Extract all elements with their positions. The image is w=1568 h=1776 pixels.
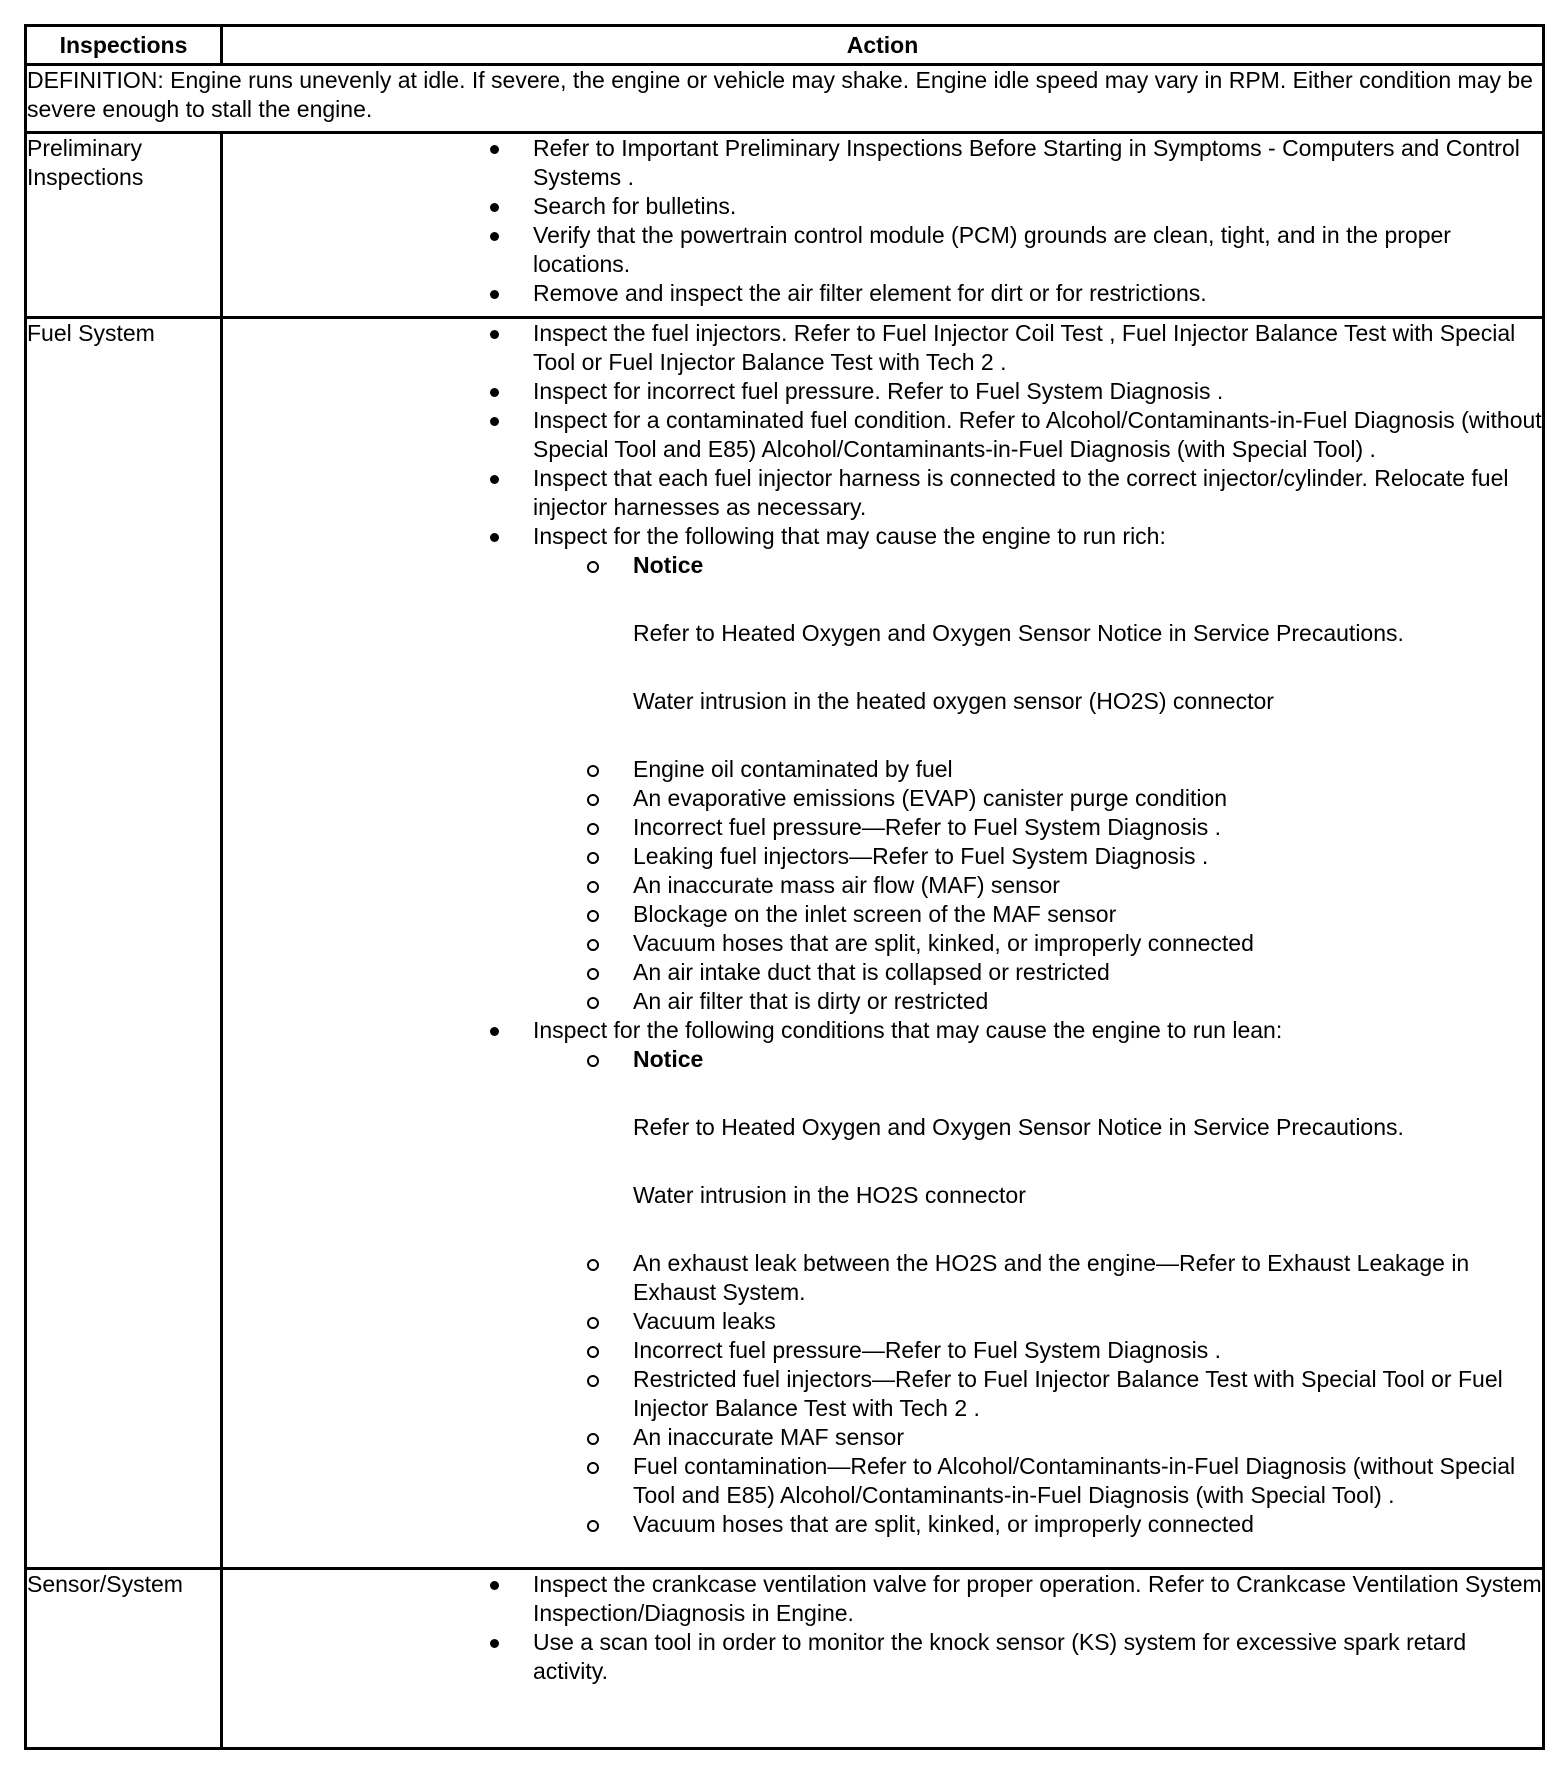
list-item: Search for bulletins.: [223, 192, 1542, 221]
list-item: Blockage on the inlet screen of the MAF sensor: [223, 900, 1542, 929]
list-item: Incorrect fuel pressure—Refer to Fuel System Diagnosis .: [223, 1336, 1542, 1365]
notice-text: Refer to Heated Oxygen and Oxygen Sensor Notice in Service Precautions.: [633, 1114, 1404, 1140]
fuel-system-actions: [222, 318, 1544, 1569]
list-item: Vacuum leaks: [223, 1307, 1542, 1336]
lean-conditions-item: [223, 1016, 1542, 1539]
rich-intro: Inspect for the following that may cause the engine to run rich:: [533, 523, 1166, 549]
lean-intro: Inspect for the following conditions that may cause the engine to run lean:: [533, 1017, 1283, 1043]
list-item: Vacuum hoses that are split, kinked, or improperly connected: [223, 929, 1542, 958]
notice-item: Water intrusion in the HO2S connector: [633, 1182, 1026, 1208]
definition-text: DEFINITION: Engine runs unevenly at idle. If severe, the engine or vehicle may shake. Engine idle speed may vary in RPM. Either condition may be severe enough to stall the engine.: [26, 65, 1544, 133]
preliminary-list: [223, 134, 1542, 308]
list-item: An exhaust leak between the HO2S and the engine—Refer to Exhaust Leakage in Exhaust System.: [223, 1249, 1542, 1307]
preliminary-row: [26, 133, 1544, 318]
list-item: Verify that the powertrain control module (PCM) grounds are clean, tight, and in the proper locations.: [223, 221, 1542, 279]
preliminary-label: Preliminary Inspections: [26, 133, 222, 318]
list-item: Refer to Important Preliminary Inspections Before Starting in Symptoms - Computers and Control Systems .: [223, 134, 1542, 192]
list-item: An inaccurate mass air flow (MAF) sensor: [223, 871, 1542, 900]
list-item: An inaccurate MAF sensor: [223, 1423, 1542, 1452]
list-item: An air intake duct that is collapsed or restricted: [223, 958, 1542, 987]
list-item: Incorrect fuel pressure—Refer to Fuel System Diagnosis .: [223, 813, 1542, 842]
sensor-system-label: Sensor/System: [26, 1569, 222, 1749]
list-item: An air filter that is dirty or restricted: [223, 987, 1542, 1016]
list-item: Inspect for incorrect fuel pressure. Refer to Fuel System Diagnosis .: [223, 377, 1542, 406]
notice-text: Refer to Heated Oxygen and Oxygen Sensor Notice in Service Precautions.: [633, 620, 1404, 646]
header-inspections: Inspections: [26, 26, 222, 65]
header-row: [26, 26, 1544, 65]
notice-title: Notice: [633, 1046, 704, 1072]
list-item: Fuel contamination—Refer to Alcohol/Contaminants-in-Fuel Diagnosis (without Special Tool and E85) Alcohol/Contaminants-in-Fuel Diagnosis (with Special Tool) .: [223, 1452, 1542, 1510]
list-item: Inspect the fuel injectors. Refer to Fuel Injector Coil Test , Fuel Injector Balance Test with Special Tool or Fuel Injector Balance Test with Tech 2 .: [223, 319, 1542, 377]
sensor-system-actions: [222, 1569, 1544, 1749]
header-action: Action: [222, 26, 1544, 65]
list-item: Remove and inspect the air filter element for dirt or for restrictions.: [223, 279, 1542, 308]
rich-notice: [223, 551, 1542, 716]
preliminary-actions: [222, 133, 1544, 318]
rich-conditions-item: [223, 522, 1542, 1016]
inspection-table: [24, 24, 1545, 1750]
notice-title: Notice: [633, 552, 704, 578]
lean-sublist: [223, 1045, 1542, 1539]
sensor-system-row: [26, 1569, 1544, 1749]
sensor-system-list: [223, 1570, 1542, 1686]
fuel-system-list: [223, 319, 1542, 1539]
list-item: Inspect the crankcase ventilation valve for proper operation. Refer to Crankcase Ventilation System Inspection/Diagnosis in Engine.: [223, 1570, 1542, 1628]
definition-row: [26, 65, 1544, 133]
notice-item: Water intrusion in the heated oxygen sensor (HO2S) connector: [633, 688, 1274, 714]
fuel-system-label: Fuel System: [26, 318, 222, 1569]
rich-sublist: [223, 551, 1542, 1016]
list-item: Inspect for a contaminated fuel condition. Refer to Alcohol/Contaminants-in-Fuel Diagnosis (without Special Tool and E85) Alcohol/Contaminants-in-Fuel Diagnosis (with Special Tool) .: [223, 406, 1542, 464]
list-item: Leaking fuel injectors—Refer to Fuel System Diagnosis .: [223, 842, 1542, 871]
list-item: Vacuum hoses that are split, kinked, or improperly connected: [223, 1510, 1542, 1539]
list-item: Use a scan tool in order to monitor the knock sensor (KS) system for excessive spark retard activity.: [223, 1628, 1542, 1686]
fuel-system-row: [26, 318, 1544, 1569]
list-item: Engine oil contaminated by fuel: [223, 755, 1542, 784]
lean-notice: [223, 1045, 1542, 1210]
list-item: Inspect that each fuel injector harness is connected to the correct injector/cylinder. Relocate fuel injector harnesses as necessary.: [223, 464, 1542, 522]
list-item: Restricted fuel injectors—Refer to Fuel Injector Balance Test with Special Tool or Fuel Injector Balance Test with Tech 2 .: [223, 1365, 1542, 1423]
list-item: An evaporative emissions (EVAP) canister purge condition: [223, 784, 1542, 813]
